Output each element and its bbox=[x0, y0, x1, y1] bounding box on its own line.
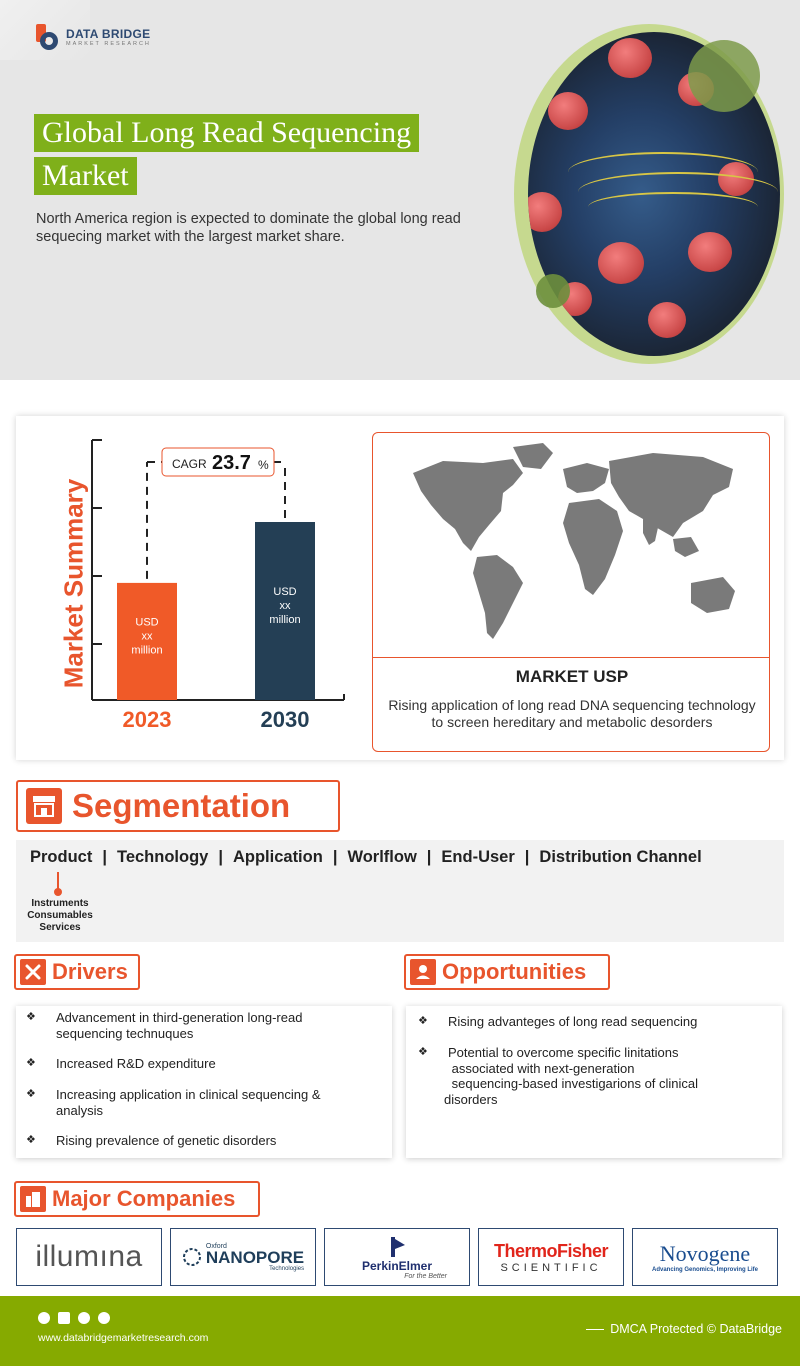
website-link[interactable]: www.databridgemarketresearch.com bbox=[38, 1332, 209, 1344]
map-north-america bbox=[413, 459, 523, 551]
product-subsegments bbox=[22, 898, 98, 934]
list-item: ❖ Rising advanteges of long read sequencing bbox=[418, 1014, 698, 1029]
hero-dot-decoration bbox=[536, 274, 570, 308]
segmentation-band bbox=[16, 840, 784, 942]
bullet-icon: ❖ bbox=[26, 1134, 36, 1146]
list-item: ❖ Increasing application in clinical sequencing & analysis bbox=[26, 1087, 321, 1118]
tab-technology[interactable]: Technology bbox=[116, 848, 209, 866]
drivers-header bbox=[14, 954, 140, 990]
brand-name: DATA BRIDGE bbox=[66, 27, 151, 41]
tab-product[interactable]: Product bbox=[30, 848, 93, 866]
map-australia bbox=[691, 577, 735, 613]
tab-end-user[interactable]: End-User bbox=[441, 848, 515, 866]
company-logo-nanopore[interactable]: Oxford NANOPORE Technologies bbox=[170, 1228, 316, 1286]
segmentation-tabs: Product | Technology | Application | Worlflow | End-User | Distribution Channel bbox=[30, 848, 702, 866]
tab-distribution-channel[interactable]: Distribution Channel bbox=[539, 848, 702, 866]
drivers-title: Drivers bbox=[52, 959, 128, 984]
bar-value-label: xx bbox=[279, 600, 291, 612]
bar-value-label: million bbox=[269, 614, 301, 626]
subsegment-item: Instruments bbox=[31, 898, 89, 909]
bullet-icon: ❖ bbox=[418, 1015, 428, 1027]
bar-value-label: USD bbox=[135, 616, 159, 629]
instagram-icon[interactable] bbox=[98, 1312, 110, 1324]
tab-application[interactable]: Application bbox=[232, 848, 323, 866]
drivers-list bbox=[16, 1006, 392, 1158]
list-item: ❖ Advancement in third-generation long-read sequencing technuques bbox=[26, 1010, 303, 1041]
bullet-icon: ❖ bbox=[26, 1057, 36, 1069]
active-tab-marker-dot bbox=[54, 888, 62, 896]
footer bbox=[0, 1296, 800, 1366]
x-tick-label: 2023 bbox=[122, 707, 172, 732]
market-summary-title: Market Summary bbox=[58, 478, 89, 689]
market-size-bar-chart bbox=[16, 416, 356, 760]
list-item: ❖ Increased R&D expenditure bbox=[26, 1056, 216, 1071]
brand-tagline: MARKET RESEARCH bbox=[66, 41, 151, 47]
bullet-icon: ❖ bbox=[26, 1011, 36, 1023]
segmentation-header bbox=[16, 780, 340, 832]
map-india bbox=[643, 519, 659, 545]
world-map-panel bbox=[372, 432, 770, 752]
opportunities-list bbox=[406, 1006, 782, 1158]
store-icon bbox=[26, 788, 62, 824]
map-europe bbox=[563, 463, 609, 493]
tools-icon bbox=[20, 959, 46, 985]
segmentation-title: Segmentation bbox=[72, 787, 291, 824]
map-south-america bbox=[473, 555, 523, 639]
hero-title-line2: Market bbox=[34, 157, 137, 195]
company-logo-novogene[interactable]: Novogene Advancing Genomics, Improving Life bbox=[632, 1228, 778, 1286]
map-southeast-asia bbox=[673, 537, 699, 557]
x-tick-label: 2030 bbox=[260, 707, 310, 732]
opportunity-icon bbox=[410, 959, 436, 985]
hero-description: North America region is expected to dominate the global long read sequecing market with the largest market share. bbox=[36, 211, 461, 245]
whatsapp-icon[interactable] bbox=[38, 1312, 50, 1324]
social-links bbox=[38, 1312, 110, 1324]
tab-workflow[interactable]: Worlflow bbox=[347, 848, 417, 866]
hero-section bbox=[0, 0, 800, 380]
company-logo-illumina[interactable]: illumına bbox=[16, 1228, 162, 1286]
usp-divider bbox=[373, 657, 770, 658]
usp-text: Rising application of long read DNA sequencing technology to screen hereditary and metabolic desorders bbox=[388, 697, 756, 730]
hero-dot-decoration bbox=[688, 40, 760, 112]
opportunities-header bbox=[404, 954, 610, 990]
subsegment-item: Services bbox=[39, 922, 81, 933]
map-africa bbox=[563, 499, 623, 595]
list-item: ❖ Potential to overcome specific linitations associated with next-generation sequencing-based investigarions of clinical disorders bbox=[418, 1045, 699, 1107]
map-greenland bbox=[513, 443, 553, 469]
logo-mark-icon bbox=[34, 22, 62, 52]
hero-title-line1: Global Long Read Sequencing bbox=[34, 114, 419, 152]
bar-value-label: xx bbox=[141, 630, 153, 643]
usp-title: MARKET USP bbox=[515, 667, 629, 686]
list-item: ❖ Rising prevalence of genetic disorders bbox=[26, 1133, 277, 1148]
map-asia bbox=[609, 453, 733, 537]
perkinelmer-mark-icon bbox=[387, 1235, 407, 1259]
market-summary-card bbox=[16, 416, 784, 760]
twitter-icon[interactable] bbox=[78, 1312, 90, 1324]
nanopore-mark-icon bbox=[182, 1247, 202, 1267]
dmca-notice: DMCA Protected © DataBridge bbox=[586, 1322, 782, 1336]
bar-value-label: USD bbox=[273, 586, 297, 598]
cagr-label: CAGR bbox=[172, 457, 207, 471]
world-map bbox=[373, 433, 770, 657]
building-icon bbox=[20, 1186, 46, 1212]
bullet-icon: ❖ bbox=[26, 1088, 36, 1100]
subsegment-item: Consumables bbox=[27, 910, 93, 921]
brand-logo[interactable] bbox=[34, 22, 151, 52]
major-companies-title: Major Companies bbox=[52, 1186, 236, 1211]
facebook-icon[interactable] bbox=[58, 1312, 70, 1324]
major-companies-header bbox=[14, 1181, 260, 1217]
cagr-unit: % bbox=[258, 458, 269, 472]
bar-value-label: million bbox=[131, 644, 163, 657]
company-logo-thermofisher[interactable]: ThermoFisher SCIENTIFIC bbox=[478, 1228, 624, 1286]
company-logo-perkinelmer[interactable]: PerkinElmer For the Better bbox=[324, 1228, 470, 1286]
bullet-icon: ❖ bbox=[418, 1046, 428, 1058]
opportunities-title: Opportunities bbox=[442, 959, 587, 984]
cagr-value: 23.7 bbox=[212, 452, 251, 474]
